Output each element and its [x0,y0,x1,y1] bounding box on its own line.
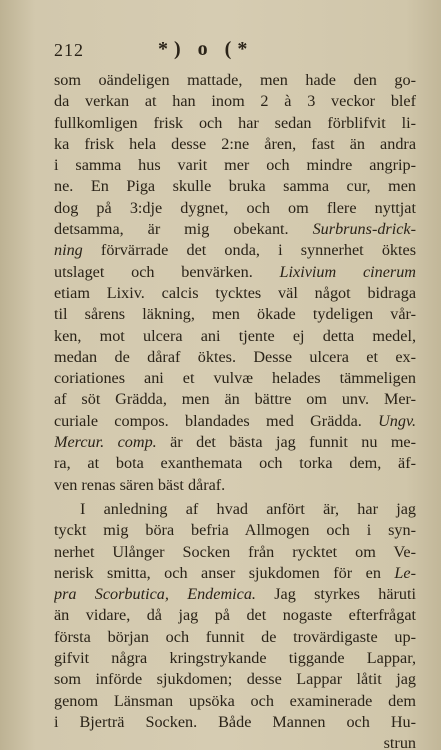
text-line [54,669,416,690]
text-segment: fullkomligen frisk och har sedan förblifvit li- [54,113,416,132]
text-segment: curiale compos. blandades med Grädda. [54,411,379,430]
header-ornament: *) o (* [158,38,254,60]
text-line [54,733,416,750]
text-line [54,219,416,240]
italic-text: Surbruns-drick- [312,220,416,239]
page-number: 212 [54,40,84,60]
italic-text: ning [54,241,83,260]
text-segment: första början och funnit de trovärdigaste up- [54,627,416,646]
text-line [54,520,416,541]
text-segment: ven renas sären bäst dåraf. [54,475,226,494]
text-segment: genom Länsman upsöka och examinerade dem [54,691,416,710]
text-line [54,691,416,712]
text-segment: I anledning af hvad anfört är, har jag [80,499,416,518]
text-line [54,432,416,453]
text-segment: da verkan at han inom 2 à 3 veckor blef [54,92,416,111]
text-segment: detsamma, är mig obekant. [54,220,313,239]
text-segment: nerisk smitta, och anser sjukdomen för en [54,563,395,582]
text-segment: tyckt mig böra befria Allmogen och i syn- [54,521,416,540]
page-header [54,40,414,66]
text-line [54,475,416,496]
text-line [54,347,416,368]
text-line [54,368,416,389]
text-line [54,411,416,432]
italic-text: Le- [394,563,416,582]
text-segment: i Bjerträ Socken. Både Mannen och Hu- [54,712,416,731]
text-line [54,453,416,474]
text-line [54,542,416,563]
text-segment: som införde sjukdomen; desse Lappar låtit jag [54,670,416,689]
text-line [54,563,416,584]
text-segment: Jag styrkes häruti [255,585,416,604]
text-line [54,499,416,520]
text-segment: i samma hus varit mer och mindre angrip- [54,156,416,175]
text-segment: förvärrade det onda, i synnerhet öktes [82,241,416,260]
text-line [54,648,416,669]
text-line [54,605,416,626]
text-segment: dog på 3:dje dygnet, och om flere nyttjat [54,198,416,217]
text-line [54,176,416,197]
text-segment: ra, at bota exanthemata och torka dem, äf- [54,454,416,473]
italic-text: Ungv. [378,411,416,430]
text-line [54,113,416,134]
text-segment: är det bästa jag funnit nu me- [156,433,416,452]
text-segment: strun [383,734,416,750]
text-segment: etiam Lixiv. calcis tycktes väl något bidraga [54,283,416,302]
text-segment: som oändeligen mattade, men hade den go- [54,71,416,89]
text-line [54,326,416,347]
text-segment: medan de dåraf öktes. Desse ulcera et ex- [54,347,416,366]
italic-text: Mercur. comp. [54,433,157,452]
text-line [54,262,416,283]
text-segment: utslaget och benvärken. [54,262,280,281]
text-line [54,240,416,261]
italic-text: pra Scorbutica, Endemica. [54,585,256,604]
text-line [54,389,416,410]
text-line [54,627,416,648]
text-segment: coriationes ani et vulvæ helades tämmeligen [54,369,416,388]
text-line [54,283,416,304]
italic-text: Lixivium cinerum [279,262,416,281]
text-segment: gifvit några kringstrykande tiggande Lappar, [54,649,416,668]
text-segment: än vidare, då jag på det nogaste efterfrågat [54,606,416,625]
body-text [54,70,416,750]
text-line [54,304,416,325]
text-segment: af söt Grädda, men än bättre om unv. Mer- [54,390,416,409]
text-segment: ken, mot ulcera ani tjente ej detta medel, [54,326,416,345]
text-line [54,134,416,155]
text-segment: til sårens läkning, men ökade tydeligen vår- [54,305,416,324]
text-line [54,91,416,112]
text-segment: ne. En Piga skulle bruka samma cur, men [54,177,416,196]
text-line [54,70,416,91]
text-line [54,155,416,176]
text-line [54,584,416,605]
text-segment: ka frisk hela desse 2:ne åren, fast än andra [54,134,416,153]
text-segment: nerhet Ulånger Socken från rycktet om Ve- [54,542,416,561]
text-line [54,712,416,733]
text-line [54,198,416,219]
